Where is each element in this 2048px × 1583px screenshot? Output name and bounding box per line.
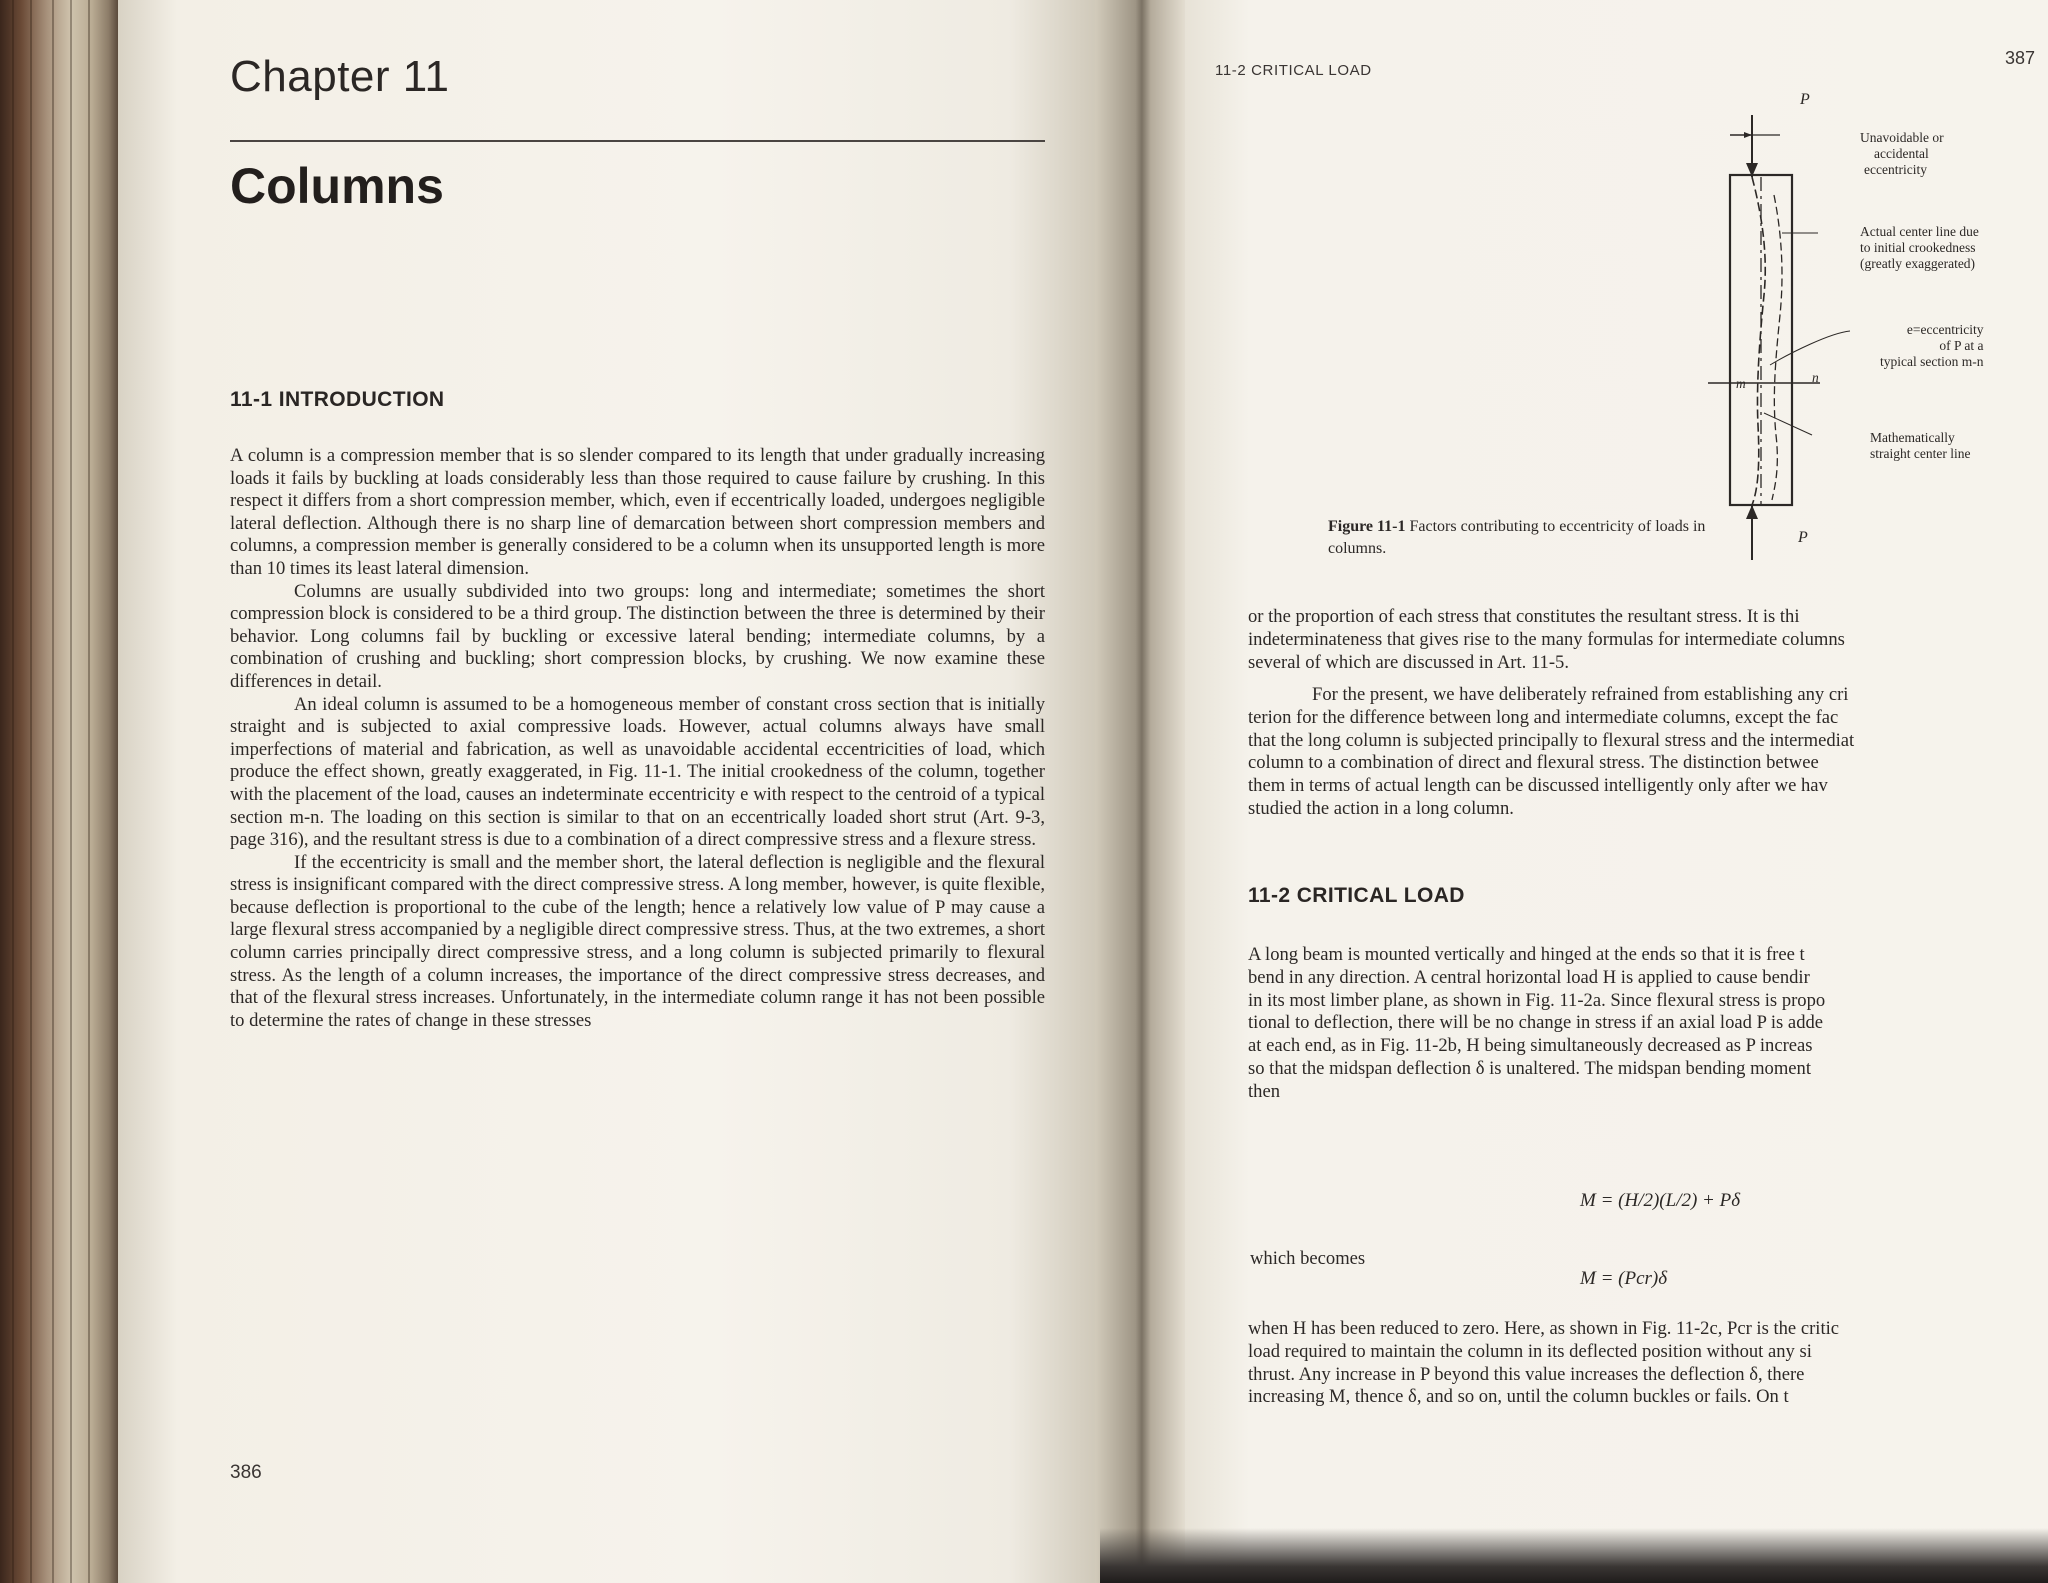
equation-critical-moment: M = (Pcr)δ: [1580, 1268, 1668, 1289]
fig-label-actual-center-line: Actual center line due to initial crookedness (greatly exaggerated): [1860, 224, 1979, 271]
paragraph: If the eccentricity is small and the member short, the lateral deflection is negligible and the flexural stress is insignificant compared with the direct compressive stress. A long member, however, is quite flexible, because deflection is proportional to the cube of the length; hence a relatively low value of P may cause a large flexural stress accompanied by a negligible direct compressive stress. Thus, at the two extremes, a short column carries principally direct compressive stress, and a long column is subjected primarily to flexural stress. As the length of a column increases, the importance of the direct compressive stress decreases, and that of the flexural stress increases. Unfortunately, in the intermediate column range it has not been possible to determine the rates of change in these stresses: [230, 851, 1045, 1031]
fig-label-math-center-line: Mathematically straight center line: [1870, 430, 1971, 461]
right-paragraph-1: or the proportion of each stress that constitutes the resultant stress. It is thi indeterminateness that gives rise to the many formulas for intermediate columns several of which are discussed in Art. 11-5.: [1248, 606, 1845, 673]
chapter-label: Chapter 11: [230, 52, 450, 101]
section-heading-critical-load: 11-2 CRITICAL LOAD: [1248, 884, 1465, 907]
load-arrowhead-bottom: [1746, 505, 1758, 519]
leader-math: [1764, 413, 1812, 435]
fig-label-unavoidable: Unavoidable or accidental eccentricity: [1860, 130, 1944, 177]
equation-moment: M = (H/2)(L/2) + Pδ: [1580, 1190, 1741, 1211]
paragraph: An ideal column is assumed to be a homogeneous member of constant cross section that is initially straight and is subjected to axial compressive loads. However, actual columns always have small imperfections of material and fabrication, as well as unavoidable accidental eccentricities of load, which produce the effect shown, greatly exaggerated, in Fig. 11-1. The initial crookedness of the column, together with the placement of the load, causes an indeterminate eccentricity e with respect to the centroid of a typical section m-n. The loading on this section is similar to that on an eccentrically loaded short strut (Art. 9-3, page 316), and the resultant stress is due to a combination of a direct compressive stress and a flexure stress.: [230, 693, 1045, 851]
fig-label-p-top: P: [1800, 91, 1810, 108]
paragraph: A column is a compression member that is so slender compared to its length that under gradually increasing loads it fails by buckling at loads considerably less than those required to cause failure by crushing. In this respect it differs from a short compression member, which, even if eccentrically loaded, undergoes negligible lateral deflection. Although there is no sharp line of demarcation between short compression members and columns, a compression member is generally considered to be a column when its unsupported length is more than 10 times its least lateral dimension.: [230, 445, 1045, 579]
figure-caption-text: Factors contributing to eccentricity of loads in columns.: [1328, 518, 1706, 557]
right-paragraph-2: For the present, we have deliberately refrained from establishing any cri terion for the difference between long and intermediate columns, except the fac that the long column is subjected principally to flexural stress and the intermediat column to a combination of direct and flexural stress. The distinction betwee them in terms of actual length can be discussed intelligently only after we hav studied the action in a long column.: [1248, 684, 1855, 819]
actual-center-line: [1752, 177, 1765, 505]
bottom-shadow: [1100, 1528, 2048, 1583]
right-paragraph-3: A long beam is mounted vertically and hinged at the ends so that it is free t bend in any direction. A central horizontal load H is applied to cause bendir in its most limber plane, as shown in Fig. 11-2a. Since flexural stress is propo tional to deflection, there will be no change in stress if an axial load P is adde at each end, as in Fig. 11-2b, H being simultaneously decreased as P increas so that the midspan deflection δ is unaltered. The midspan bending moment then: [1248, 944, 1826, 1102]
which-becomes-text: which becomes: [1250, 1248, 1366, 1269]
page-number-right: 387: [2005, 48, 2036, 68]
fig-label-n: n: [1812, 370, 1819, 385]
book-gutter: [1095, 0, 1185, 1583]
section-heading-introduction: 11-1 INTRODUCTION: [230, 388, 445, 411]
figure-caption-label: Figure 11-1: [1328, 518, 1406, 535]
paragraph: Columns are usually subdivided into two groups: long and intermediate; sometimes the short compression block is considered to be a third group. The distinction between the three is determined by their behavior. Long columns fail by buckling or excessive lateral bending; intermediate columns, by a combination of crushing and buckling; short compression blocks, by crushing. We now examine these differences in detail.: [230, 580, 1045, 692]
running-head: 11-2 CRITICAL LOAD: [1215, 62, 1372, 79]
right-paragraph-4: when H has been reduced to zero. Here, as shown in Fig. 11-2c, Pcr is the critic load required to maintain the column in its deflected position without any si thrust. Any increase in P beyond this value increases the deflection δ, there increasing M, thence δ, and so on, until the column buckles or fails. On t: [1248, 1318, 1840, 1408]
leader-eccentricity: [1770, 331, 1850, 365]
fig-label-eccentricity: e=eccentricity of P at a typical section m-n: [1880, 322, 1984, 369]
fig-label-p-bottom: P: [1798, 529, 1808, 546]
fig-label-m: m: [1736, 376, 1746, 391]
page-number-left: 386: [230, 1462, 262, 1483]
chapter-title: Columns: [230, 158, 444, 214]
chapter-divider: [230, 140, 1045, 142]
eccentricity-tick-top: [1744, 132, 1752, 138]
left-body-text: [230, 445, 1045, 1032]
crooked-edge-line: [1772, 195, 1782, 500]
figure-caption: [1328, 516, 1708, 560]
book-binding-edge: [0, 0, 118, 1583]
